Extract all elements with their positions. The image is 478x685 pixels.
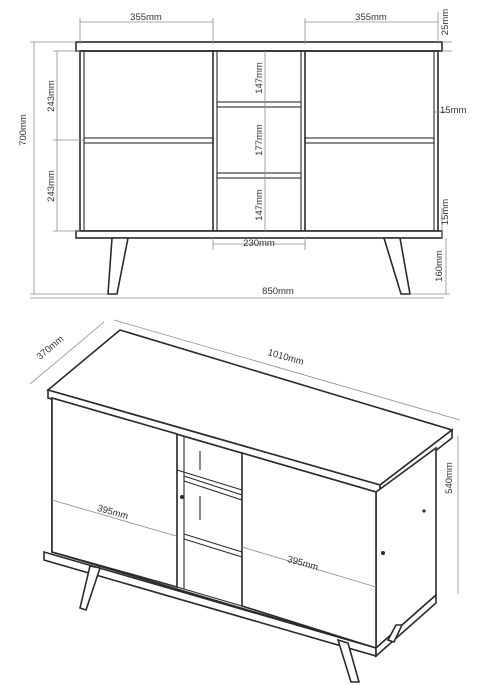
label-door-right: 355mm [355, 12, 387, 23]
iso-leg-front-left [80, 566, 100, 610]
knob-icon [180, 495, 184, 499]
label-height: 540mm [444, 462, 455, 494]
label-leg-height: 160mm [434, 250, 445, 282]
label-overall-height: 700mm [18, 114, 29, 146]
left-shelf [84, 138, 213, 143]
label-left-upper: 243mm [46, 80, 57, 112]
front-right-leg [384, 238, 410, 294]
label-middle-mid: 177mm [254, 124, 265, 156]
label-left-lower: 243mm [46, 170, 57, 202]
right-shelf [305, 138, 434, 143]
label-door-right-iso: 395mm [285, 553, 320, 574]
knob-icon [422, 509, 425, 512]
label-middle-bottom: 147mm [254, 189, 265, 221]
label-depth: 370mm [34, 333, 67, 363]
label-door-left-iso: 395mm [95, 502, 130, 523]
label-top-thickness: 25mm [440, 8, 451, 36]
top-slab [76, 42, 442, 51]
front-left-leg [108, 238, 128, 294]
label-middle-top: 147mm [254, 62, 265, 94]
label-shelf-thickness: 15mm [440, 105, 467, 116]
label-door-left: 355mm [130, 12, 162, 23]
middle-shelf-1 [217, 102, 301, 107]
knob-icon [381, 551, 385, 555]
base-board [76, 231, 442, 238]
label-base-thickness: 15mm [440, 198, 451, 226]
middle-shelf-2 [217, 173, 301, 178]
label-middle-width: 230mm [243, 238, 275, 249]
label-overall-width: 850mm [262, 286, 294, 297]
label-width: 1010mm [266, 347, 305, 368]
